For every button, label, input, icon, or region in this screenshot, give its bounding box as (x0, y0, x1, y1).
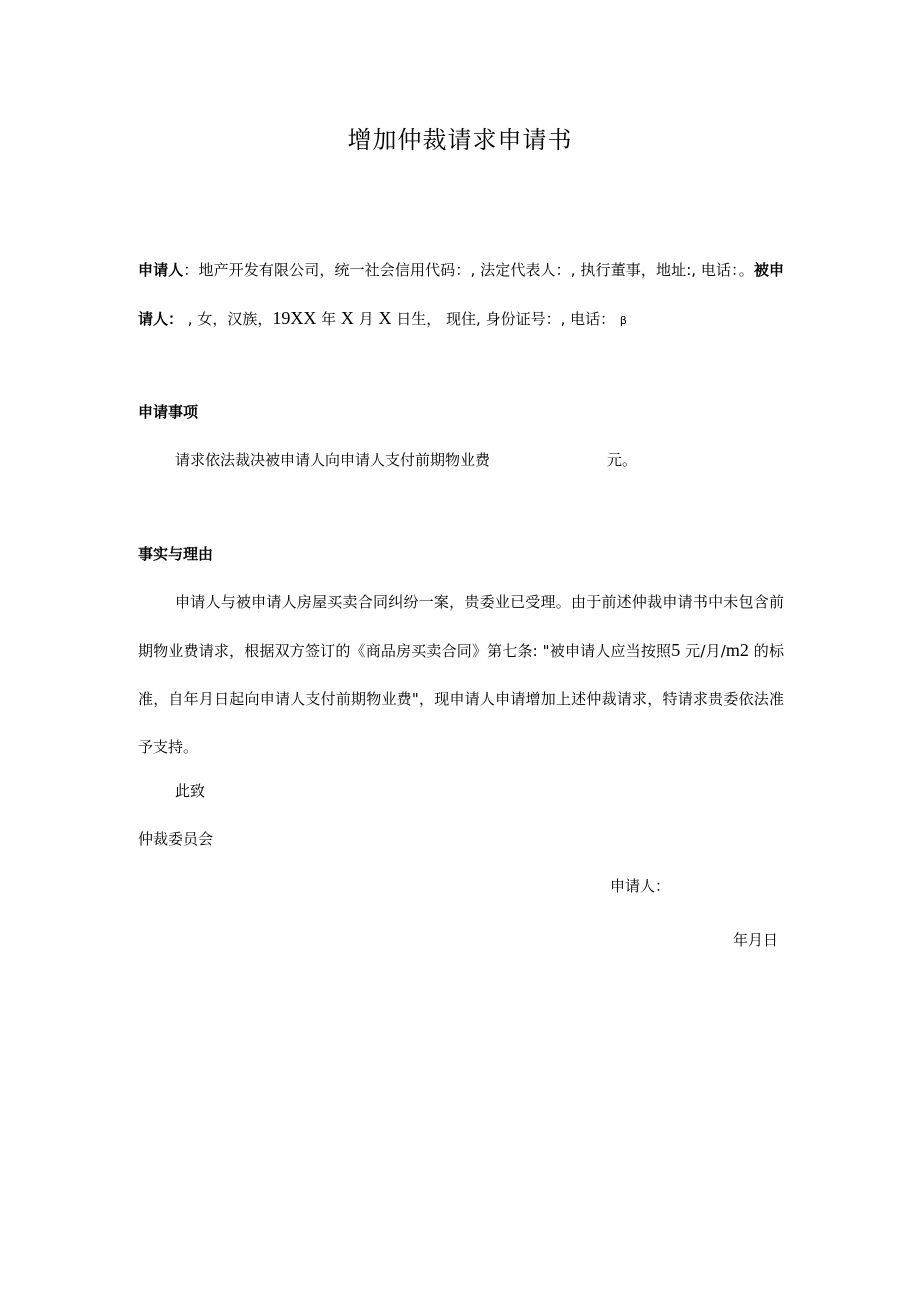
parties-paragraph (138, 246, 784, 345)
respondent-label: 被申请人： (138, 261, 784, 328)
claim-unit: 元。 (607, 451, 638, 469)
applicant-label: 申请人 (138, 261, 184, 279)
section-heading-items: 申请事项 (138, 403, 199, 421)
month-char: 月 (358, 310, 374, 328)
facts-text-start: 申请人与被申请人房屋买卖合同纠纷一案，贵委业已受理。由于前述仲裁申请书中未包含前期物业费请求，根据双方签订的《商品房买卖合同》第七条: "被申请人应当按照 (138, 593, 784, 660)
section-heading-facts: 事实与理由 (138, 545, 214, 563)
rate-unit: 元/月/ (685, 642, 726, 660)
birth-year: 19XX (272, 308, 317, 328)
birth-day: X (378, 308, 392, 328)
rate-area-unit: m2 (725, 640, 749, 660)
respondent-details-end: 日生， 现住, 身份证号：, 电话： (396, 310, 616, 328)
claim-text: 请求依法裁决被申请人向申请人支付前期物业费 (175, 451, 491, 469)
facts-paragraph (138, 578, 784, 771)
closing-salutation: 此致 (175, 782, 206, 800)
year-char: 年 (321, 310, 337, 328)
document-title: 增加仲裁请求申请书 (347, 126, 573, 154)
date-label: 年月日 (733, 931, 779, 949)
respondent-details-start: , 女，汉族， (183, 310, 273, 328)
facts-text-end: 的标准，自年月日起向申请人支付前期物业费"，现申请人申请增加上述仲裁请求，特请求贵委依法准予支持。 (138, 642, 784, 756)
birth-month: X (340, 308, 354, 328)
trailing-mark: β (619, 314, 627, 327)
rate-number: 5 (671, 640, 681, 660)
claim-line (175, 448, 638, 472)
applicant-details: ：地产开发有限公司，统一社会信用代码：, 法定代表人：, 执行董事，地址:, 电话：。 (183, 261, 754, 279)
recipient-name: 仲裁委员会 (138, 830, 214, 848)
signer-label: 申请人： (610, 877, 671, 895)
